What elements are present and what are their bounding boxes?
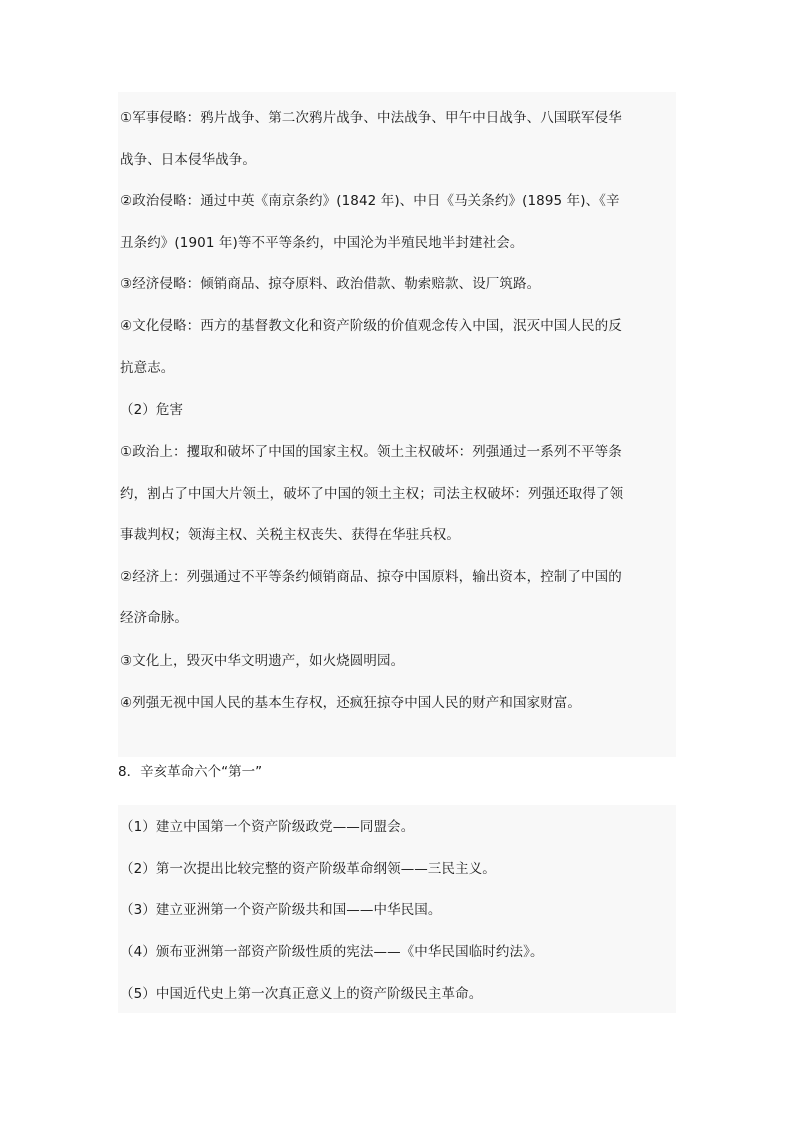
text-line: ②政治侵略：通过中英《南京条约》(1842 年)、中日《马关条约》(1895 年)、《辛: [120, 193, 620, 209]
text-line: 事裁判权；领海主权、关税主权丧失、获得在华驻兵权。: [120, 527, 460, 543]
text-line: ①军事侵略：鸦片战争、第二次鸦片战争、中法战争、甲午中日战争、八国联军侵华: [120, 110, 622, 126]
list-item: （3）建立亚洲第一个资产阶级共和国——中华民国。: [120, 902, 442, 918]
list-item: （5）中国近代史上第一次真正意义上的资产阶级民主革命。: [120, 986, 483, 1002]
text-line: 丑条约》(1901 年)等不平等条约，中国沦为半殖民地半封建社会。: [120, 235, 524, 251]
text-line: ④列强无视中国人民的基本生存权，还疯狂掠夺中国人民的财产和国家财富。: [120, 695, 582, 711]
text-line: ③经济侵略：倾销商品、掠夺原料、政治借款、勒索赔款、设厂筑路。: [120, 276, 541, 292]
list-item: （2）第一次提出比较完整的资产阶级革命纲领——三民主义。: [120, 861, 496, 877]
text-line: 经济命脉。: [120, 610, 188, 626]
text-line: 约，割占了中国大片领土，破坏了中国的领土主权；司法主权破坏：列强还取得了领: [120, 486, 624, 502]
text-line: ③文化上，毁灭中华文明遗产，如火烧圆明园。: [120, 653, 405, 669]
text-line: ②经济上：列强通过不平等条约倾销商品、掠夺中国原料，输出资本，控制了中国的: [120, 569, 622, 585]
text-line: ④文化侵略：西方的基督教文化和资产阶级的价值观念传入中国，泯灭中国人民的反: [120, 318, 622, 334]
text-line: 战争、日本侵华战争。: [120, 152, 256, 168]
text-line: 抗意志。: [120, 360, 175, 376]
text-line: ①政治上：攫取和破坏了中国的国家主权。领土主权破坏：列强通过一系列不平等条: [120, 444, 622, 460]
list-item: （1）建立中国第一个资产阶级政党——同盟会。: [120, 819, 415, 835]
list-item: （4）颁布亚洲第一部资产阶级性质的宪法——《中华民国临时约法》。: [120, 944, 544, 960]
subheading-harm: （2）危害: [120, 402, 184, 418]
section-heading: 8．辛亥革命六个“第一”: [118, 764, 263, 780]
